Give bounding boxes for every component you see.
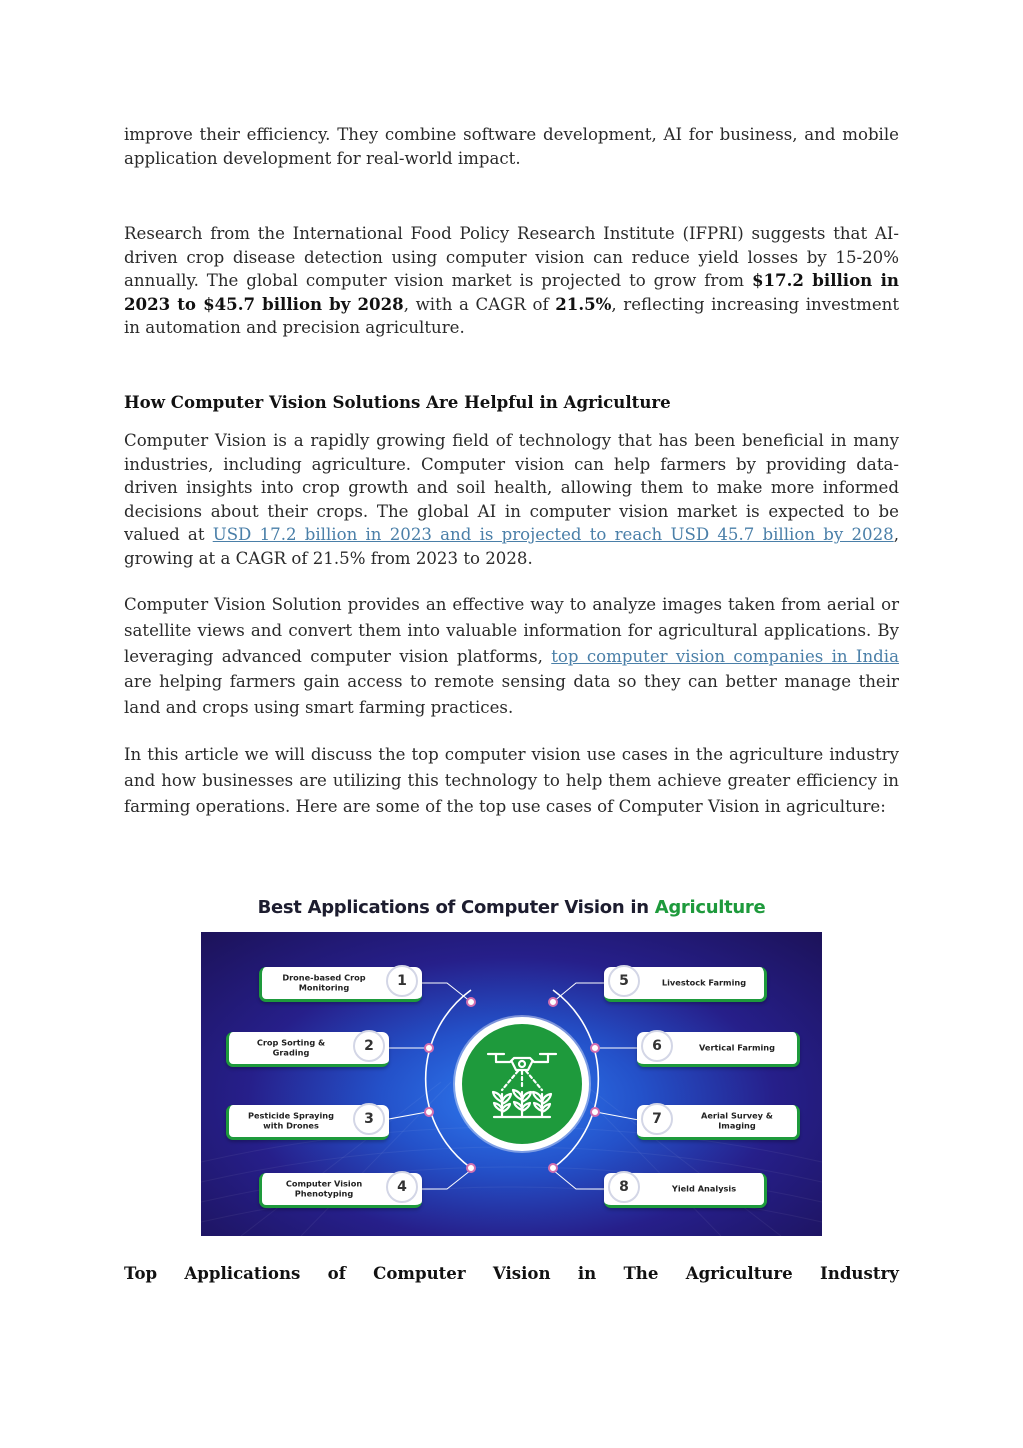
paragraph-article-intro: In this article we will discuss the top computer vision use cases in the agriculture industry and how businesses are utilizing this technology to help them achieve greater efficiency in farming operations. Here are some of the top use cases of Computer Vision in agriculture: [124,745,899,816]
heading-word: of [327,1263,346,1283]
app-item-number: 1 [386,965,418,997]
paragraph-intro: improve their efficiency. They combine software development, AI for business, and mobile application development for real-world impact. [124,125,899,168]
app-item-label: Livestock Farming [661,977,747,988]
paragraph-overview [124,429,899,571]
infographic-title [201,897,822,918]
heading-word: Top [124,1263,158,1283]
app-item-label: Computer Vision Phenotyping [285,1178,363,1198]
section-heading: How Computer Vision Solutions Are Helpful in Agriculture [124,392,671,412]
app-item-number: 2 [353,1030,385,1062]
text-run: , with a CAGR of [403,294,556,314]
market-report-link[interactable]: USD 17.2 billion in 2023 and is projected to reach USD 45.7 billion by 2028 [212,525,894,545]
text-run: Research from the International Food Policy Research Institute (IFPRI) suggests that AI-driven crop disease detection using computer vision can reduce yield losses by 15-20% annually. The global computer vision market is projected to grow from [124,224,899,291]
app-item-1 [259,967,422,1002]
heading-word: Agriculture [685,1263,793,1283]
text-run: , growing at a CAGR of 21.5% from 2023 to 2028. [124,525,899,568]
app-item-5 [604,967,767,1002]
heading-word: Applications [184,1263,301,1283]
heading-word: in [577,1263,597,1283]
app-item-label: Crop Sorting & Grading [256,1037,326,1057]
heading-word: Vision [492,1263,551,1283]
app-item-7 [637,1105,800,1140]
app-item-label: Drone-based Crop Monitoring [282,972,366,992]
app-item-label: Pesticide Spraying with Drones [248,1110,334,1130]
drone-plants-icon [462,1024,582,1144]
app-item-8 [604,1173,767,1208]
center-badge [455,1017,589,1151]
heading-word: Computer [373,1263,466,1283]
paragraph-solution [124,592,899,721]
app-item-number: 7 [641,1103,673,1135]
app-item-number: 5 [608,965,640,997]
app-item-4 [259,1173,422,1208]
app-item-number: 6 [641,1030,673,1062]
heading-word: The [623,1263,659,1283]
title-accent-text: Agriculture [654,897,766,918]
app-item-2 [226,1032,389,1067]
app-item-3 [226,1105,389,1140]
app-item-number: 3 [353,1103,385,1135]
heading-word: Industry [820,1263,899,1283]
app-item-number: 8 [608,1171,640,1203]
bottom-heading [124,1263,899,1283]
paragraph-research [124,222,899,340]
app-item-label: Yield Analysis [671,1183,737,1194]
text-run: Computer Vision is a rapidly growing field of technology that has been beneficial in many industries, including agriculture. Computer vision can help farmers by providing data-driven insights into crop growth and soil health, allowing them to make more informed decisions about their crops. The global AI in computer vision market is expected to be valued at [124,431,899,545]
app-item-label: Aerial Survey & Imaging [701,1110,773,1130]
text-run: Computer Vision Solution provides an effective way to analyze images taken from aerial or satellite views and convert them into valuable information for agricultural applications. By leveraging advanced computer vision platforms, [124,595,899,666]
text-run: , reflecting increasing investment in automation and precision agriculture. [124,294,900,338]
market-figure-bold: $17.2 billion in 2023 to $45.7 billion by 2028 [124,270,899,314]
companies-india-link[interactable]: top computer vision companies in India [551,646,899,666]
infographic-image [201,932,822,1236]
cagr-bold: 21.5% [555,293,612,314]
app-item-6 [637,1032,800,1067]
title-text: Best Applications of Computer Vision in [257,897,655,918]
app-item-label: Vertical Farming [699,1042,775,1053]
text-run: are helping farmers gain access to remote sensing data so they can better manage their land and crops using smart farming practices. [124,672,899,718]
app-item-number: 4 [386,1171,418,1203]
